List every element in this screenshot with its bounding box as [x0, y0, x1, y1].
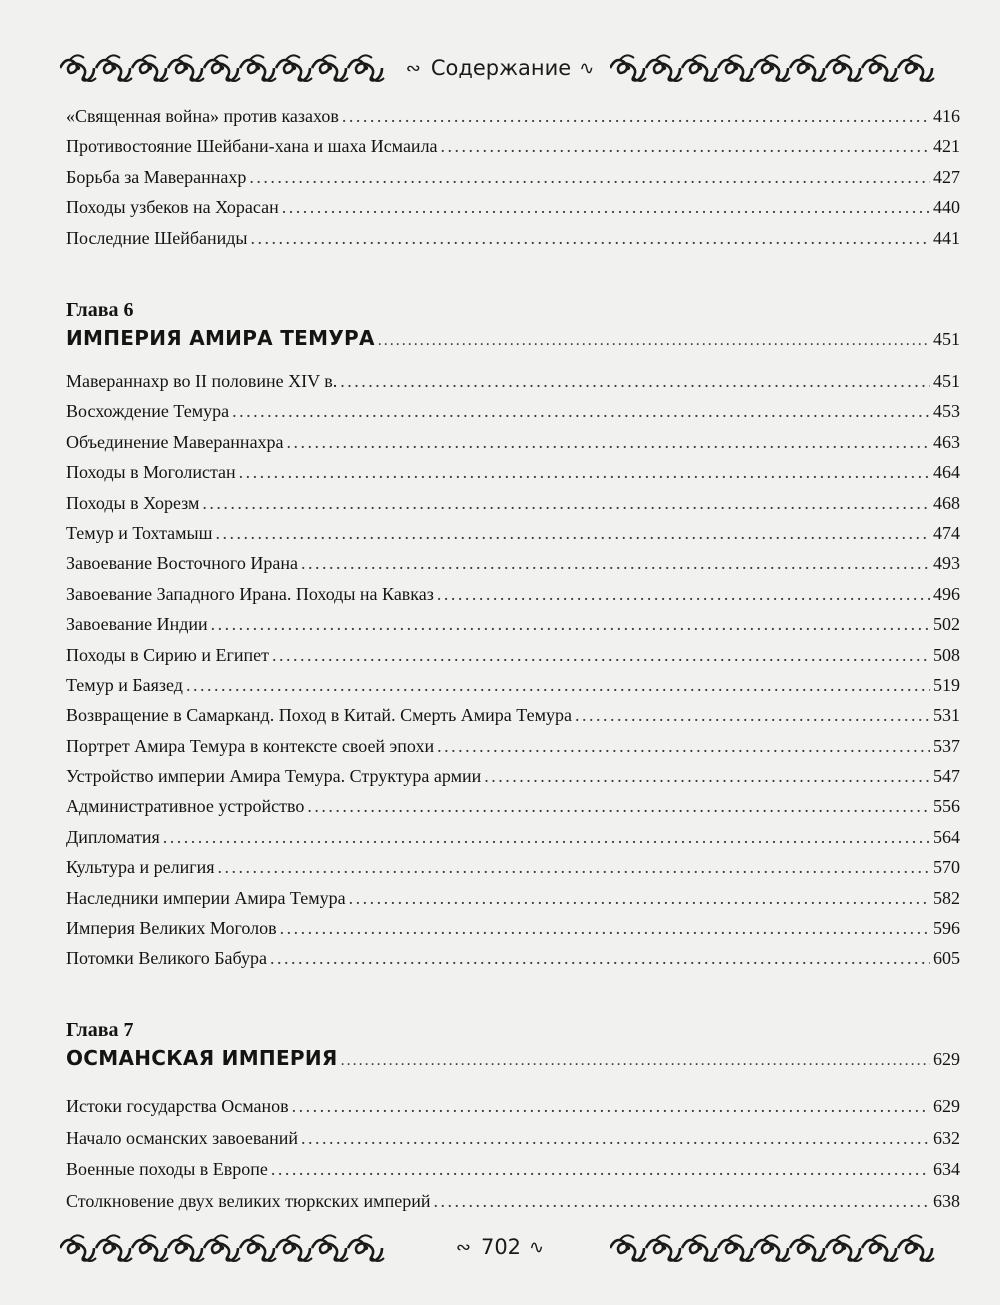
toc-entry[interactable]: Устройство империи Амира Темура. Структура армии . . . 547 — [66, 761, 960, 791]
toc-entry[interactable]: Мавераннахр во II половине XIV в. . . . 451 — [66, 366, 960, 396]
running-header — [0, 56, 1000, 80]
toc-entry[interactable]: Военные походы в Европе . . . 634 — [66, 1154, 960, 1186]
toc-entry[interactable]: Империя Великих Моголов . . . 596 — [66, 913, 960, 943]
chapter-7-entries — [66, 1091, 960, 1217]
chapter-title: ИМПЕРИЯ АМИРА ТЕМУРА — [66, 326, 375, 350]
toc-entry[interactable]: Административное устройство . . . 556 — [66, 791, 960, 821]
chapter-label: Глава 6 — [66, 299, 134, 321]
toc-top-section — [66, 101, 960, 253]
toc-entry[interactable]: Походы в Хорезм . . . 468 — [66, 488, 960, 518]
toc-entry[interactable]: Наследники империи Амира Темура . . . 582 — [66, 883, 960, 913]
chapter-6-entries — [66, 366, 960, 974]
toc-entry[interactable]: Культура и религия . . . 570 — [66, 852, 960, 882]
chapter-7-section — [66, 1017, 960, 1073]
chapter-title: ОСМАНСКАЯ ИМПЕРИЯ — [66, 1046, 338, 1070]
running-header-text: Содержание — [430, 56, 572, 80]
toc-entry[interactable]: Объединение Мавераннахра . . . 463 — [66, 427, 960, 457]
toc-entry[interactable]: Портрет Амира Темура в контексте своей эпохи . . . 537 — [66, 731, 960, 761]
page-number — [0, 1235, 1000, 1259]
swirl-left-icon: ∾ — [405, 58, 421, 79]
toc-entry[interactable]: Возвращение в Самарканд. Поход в Китай. Смерть Амира Темура . . . 531 — [66, 700, 960, 730]
toc-entry[interactable]: Завоевание Западного Ирана. Походы на Кавказ . . . 496 — [66, 579, 960, 609]
swirl-right-icon: ∿ — [579, 58, 595, 79]
page-number-text: 702 — [480, 1235, 522, 1259]
toc-entry[interactable]: Походы в Моголистан . . . 464 — [66, 457, 960, 487]
toc-entry[interactable]: Столкновение двух великих тюркских империй . . . 638 — [66, 1186, 960, 1218]
toc-entry[interactable]: Темур и Тохтамыш . . . 474 — [66, 518, 960, 548]
toc-entry[interactable]: «Священная война» против казахов . . . 416 — [66, 101, 960, 131]
toc-entry[interactable]: Дипломатия . . . 564 — [66, 822, 960, 852]
chapter-label: Глава 7 — [66, 1019, 134, 1041]
chapter-6-section — [66, 297, 960, 353]
toc-entry[interactable]: Походы в Сирию и Египет . . . 508 — [66, 640, 960, 670]
toc-entry[interactable]: Истоки государства Османов . . . 629 — [66, 1091, 960, 1123]
swirl-left-icon: ∾ — [455, 1237, 471, 1258]
toc-entry[interactable]: Восхождение Темура . . . 453 — [66, 396, 960, 426]
toc-entry[interactable]: Завоевание Восточного Ирана . . . 493 — [66, 548, 960, 578]
toc-entry[interactable]: Противостояние Шейбани-хана и шаха Исмаила . . . 421 — [66, 131, 960, 161]
toc-entry[interactable]: Потомки Великого Бабура . . . 605 — [66, 943, 960, 973]
toc-entry[interactable]: Начало османских завоеваний . . . 632 — [66, 1123, 960, 1155]
toc-entry[interactable]: Походы узбеков на Хорасан . . . 440 — [66, 192, 960, 222]
chapter-title-entry[interactable]: ОСМАНСКАЯ ИМПЕРИЯ . . . 629 — [66, 1043, 960, 1073]
swirl-right-icon: ∿ — [529, 1237, 545, 1258]
toc-entry[interactable]: Борьба за Мавераннахр . . . 427 — [66, 162, 960, 192]
chapter-title-entry[interactable]: ИМПЕРИЯ АМИРА ТЕМУРА . . . 451 — [66, 323, 960, 353]
toc-entry[interactable]: Завоевание Индии . . . 502 — [66, 609, 960, 639]
toc-entry[interactable]: Последние Шейбаниды . . . 441 — [66, 223, 960, 253]
toc-entry[interactable]: Темур и Баязед . . . 519 — [66, 670, 960, 700]
